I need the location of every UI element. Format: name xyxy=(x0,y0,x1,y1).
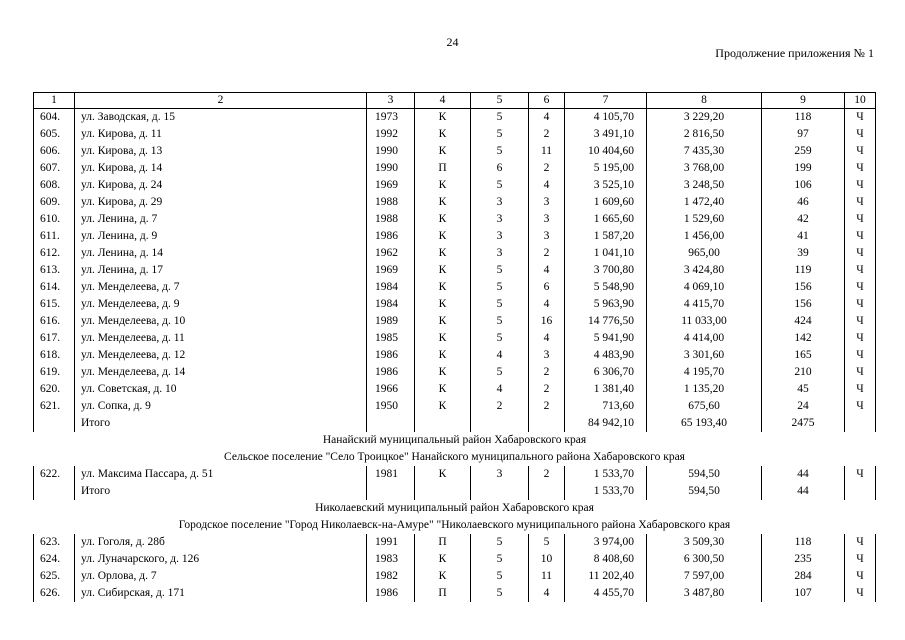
address-cell: ул. Ленина, д. 17 xyxy=(75,262,367,279)
table-row xyxy=(34,126,876,143)
floors-cell: 6 xyxy=(471,160,529,177)
living-area-cell: 4 414,00 xyxy=(647,330,762,347)
class-cell: Ч xyxy=(845,568,876,585)
living-area-cell: 7 597,00 xyxy=(647,568,762,585)
material-cell: К xyxy=(415,109,471,127)
total-area-cell: 8 408,60 xyxy=(565,551,647,568)
entrances-cell: 11 xyxy=(529,143,565,160)
floors-cell: 4 xyxy=(471,381,529,398)
living-area-cell: 7 435,30 xyxy=(647,143,762,160)
class-cell: Ч xyxy=(845,160,876,177)
row-number: 606. xyxy=(34,143,75,160)
table-row xyxy=(34,211,876,228)
floors-cell: 3 xyxy=(471,228,529,245)
class-cell: Ч xyxy=(845,126,876,143)
floors-cell: 3 xyxy=(471,245,529,262)
column-header: 8 xyxy=(647,93,762,109)
table-row xyxy=(34,279,876,296)
total-area-cell: 1 665,60 xyxy=(565,211,647,228)
total-area-cell: 1 587,20 xyxy=(565,228,647,245)
material-cell: К xyxy=(415,245,471,262)
class-cell: Ч xyxy=(845,211,876,228)
entrances-cell: 6 xyxy=(529,279,565,296)
row-number: 614. xyxy=(34,279,75,296)
residents-cell: 118 xyxy=(762,534,845,551)
living-area-cell: 3 487,80 xyxy=(647,585,762,602)
row-number: 613. xyxy=(34,262,75,279)
residents-cell: 165 xyxy=(762,347,845,364)
year-cell: 1966 xyxy=(367,381,415,398)
floors-cell: 3 xyxy=(471,194,529,211)
floors-cell: 5 xyxy=(471,585,529,602)
material-cell: К xyxy=(415,466,471,483)
table-row xyxy=(34,177,876,194)
class-cell: Ч xyxy=(845,296,876,313)
entrances-cell: 4 xyxy=(529,585,565,602)
column-header: 6 xyxy=(529,93,565,109)
address-cell: ул. Максима Пассара, д. 51 xyxy=(75,466,367,483)
empty-cell xyxy=(471,415,529,432)
residents-cell: 284 xyxy=(762,568,845,585)
year-cell: 1986 xyxy=(367,364,415,381)
entrances-cell: 3 xyxy=(529,347,565,364)
row-number: 625. xyxy=(34,568,75,585)
address-cell: ул. Менделеева, д. 7 xyxy=(75,279,367,296)
address-cell: ул. Менделеева, д. 10 xyxy=(75,313,367,330)
material-cell: К xyxy=(415,296,471,313)
year-cell: 1988 xyxy=(367,211,415,228)
entrances-cell: 2 xyxy=(529,398,565,415)
subsection-heading-row xyxy=(34,449,876,466)
class-cell: Ч xyxy=(845,347,876,364)
entrances-cell: 2 xyxy=(529,381,565,398)
table-row xyxy=(34,109,876,127)
material-cell: П xyxy=(415,585,471,602)
class-cell: Ч xyxy=(845,279,876,296)
total-area-cell: 11 202,40 xyxy=(565,568,647,585)
address-cell: ул. Орлова, д. 7 xyxy=(75,568,367,585)
year-cell: 1992 xyxy=(367,126,415,143)
residents-cell: 156 xyxy=(762,279,845,296)
row-number: 619. xyxy=(34,364,75,381)
empty-cell xyxy=(845,415,876,432)
material-cell: К xyxy=(415,568,471,585)
year-cell: 1986 xyxy=(367,585,415,602)
total-area-cell: 3 525,10 xyxy=(565,177,647,194)
entrances-cell: 4 xyxy=(529,177,565,194)
entrances-cell: 2 xyxy=(529,364,565,381)
year-cell: 1969 xyxy=(367,262,415,279)
table-row xyxy=(34,228,876,245)
living-area-cell: 6 300,50 xyxy=(647,551,762,568)
residents-cell: 45 xyxy=(762,381,845,398)
entrances-cell: 2 xyxy=(529,245,565,262)
row-number: 618. xyxy=(34,347,75,364)
floors-cell: 3 xyxy=(471,466,529,483)
material-cell: К xyxy=(415,313,471,330)
year-cell: 1985 xyxy=(367,330,415,347)
empty-cell xyxy=(367,483,415,500)
entrances-cell: 4 xyxy=(529,262,565,279)
column-header: 9 xyxy=(762,93,845,109)
address-cell: ул. Сибирская, д. 171 xyxy=(75,585,367,602)
living-area-cell: 1 472,40 xyxy=(647,194,762,211)
year-cell: 1984 xyxy=(367,279,415,296)
empty-cell xyxy=(415,483,471,500)
table-row xyxy=(34,245,876,262)
residents-cell: 24 xyxy=(762,398,845,415)
living-area-cell: 4 069,10 xyxy=(647,279,762,296)
entrances-cell: 4 xyxy=(529,330,565,347)
year-cell: 1990 xyxy=(367,143,415,160)
empty-cell xyxy=(845,483,876,500)
year-cell: 1991 xyxy=(367,534,415,551)
living-area-cell: 65 193,40 xyxy=(647,415,762,432)
header-row xyxy=(34,93,876,109)
table-row xyxy=(34,330,876,347)
living-area-cell: 1 456,00 xyxy=(647,228,762,245)
year-cell: 1982 xyxy=(367,568,415,585)
living-area-cell: 675,60 xyxy=(647,398,762,415)
material-cell: К xyxy=(415,364,471,381)
table-row xyxy=(34,194,876,211)
row-number: 609. xyxy=(34,194,75,211)
total-area-cell: 4 483,90 xyxy=(565,347,647,364)
table-row xyxy=(34,585,876,602)
material-cell: П xyxy=(415,160,471,177)
table-row xyxy=(34,534,876,551)
section-heading-row xyxy=(34,500,876,517)
empty-cell xyxy=(34,415,75,432)
row-number: 611. xyxy=(34,228,75,245)
column-header: 5 xyxy=(471,93,529,109)
total-area-cell: 10 404,60 xyxy=(565,143,647,160)
column-header: 3 xyxy=(367,93,415,109)
residents-cell: 97 xyxy=(762,126,845,143)
address-cell: ул. Ленина, д. 14 xyxy=(75,245,367,262)
total-row xyxy=(34,415,876,432)
residents-cell: 106 xyxy=(762,177,845,194)
material-cell: К xyxy=(415,228,471,245)
row-number: 610. xyxy=(34,211,75,228)
living-area-cell: 2 816,50 xyxy=(647,126,762,143)
row-number: 624. xyxy=(34,551,75,568)
address-cell: ул. Кирова, д. 24 xyxy=(75,177,367,194)
material-cell: К xyxy=(415,211,471,228)
year-cell: 1950 xyxy=(367,398,415,415)
table-row xyxy=(34,160,876,177)
year-cell: 1990 xyxy=(367,160,415,177)
floors-cell: 5 xyxy=(471,551,529,568)
class-cell: Ч xyxy=(845,381,876,398)
row-number: 621. xyxy=(34,398,75,415)
table-row xyxy=(34,466,876,483)
living-area-cell: 4 415,70 xyxy=(647,296,762,313)
year-cell: 1983 xyxy=(367,551,415,568)
total-area-cell: 5 941,90 xyxy=(565,330,647,347)
class-cell: Ч xyxy=(845,330,876,347)
total-area-cell: 1 533,70 xyxy=(565,466,647,483)
registry-table xyxy=(33,92,876,602)
address-cell: ул. Заводская, д. 15 xyxy=(75,109,367,127)
residents-cell: 2475 xyxy=(762,415,845,432)
empty-cell xyxy=(529,483,565,500)
row-number: 608. xyxy=(34,177,75,194)
entrances-cell: 2 xyxy=(529,466,565,483)
entrances-cell: 4 xyxy=(529,109,565,127)
entrances-cell: 3 xyxy=(529,194,565,211)
year-cell: 1981 xyxy=(367,466,415,483)
row-number: 620. xyxy=(34,381,75,398)
column-header: 1 xyxy=(34,93,75,109)
living-area-cell: 3 248,50 xyxy=(647,177,762,194)
living-area-cell: 594,50 xyxy=(647,466,762,483)
total-row xyxy=(34,483,876,500)
table-row xyxy=(34,381,876,398)
table-row xyxy=(34,296,876,313)
class-cell: Ч xyxy=(845,313,876,330)
residents-cell: 44 xyxy=(762,466,845,483)
living-area-cell: 3 229,20 xyxy=(647,109,762,127)
column-header: 4 xyxy=(415,93,471,109)
entrances-cell: 5 xyxy=(529,534,565,551)
total-area-cell: 4 105,70 xyxy=(565,109,647,127)
total-area-cell: 3 974,00 xyxy=(565,534,647,551)
floors-cell: 5 xyxy=(471,262,529,279)
floors-cell: 3 xyxy=(471,211,529,228)
subsection-heading-row xyxy=(34,517,876,534)
class-cell: Ч xyxy=(845,177,876,194)
column-header: 7 xyxy=(565,93,647,109)
class-cell: Ч xyxy=(845,109,876,127)
entrances-cell: 16 xyxy=(529,313,565,330)
address-cell: ул. Кирова, д. 29 xyxy=(75,194,367,211)
class-cell: Ч xyxy=(845,143,876,160)
entrances-cell: 10 xyxy=(529,551,565,568)
material-cell: К xyxy=(415,347,471,364)
entrances-cell: 4 xyxy=(529,296,565,313)
address-cell: ул. Ленина, д. 9 xyxy=(75,228,367,245)
class-cell: Ч xyxy=(845,228,876,245)
residents-cell: 41 xyxy=(762,228,845,245)
floors-cell: 5 xyxy=(471,313,529,330)
residents-cell: 235 xyxy=(762,551,845,568)
entrances-cell: 3 xyxy=(529,211,565,228)
table-row xyxy=(34,398,876,415)
residents-cell: 44 xyxy=(762,483,845,500)
empty-cell xyxy=(34,483,75,500)
residents-cell: 119 xyxy=(762,262,845,279)
row-number: 623. xyxy=(34,534,75,551)
material-cell: К xyxy=(415,551,471,568)
class-cell: Ч xyxy=(845,398,876,415)
address-cell: ул. Менделеева, д. 12 xyxy=(75,347,367,364)
total-area-cell: 713,60 xyxy=(565,398,647,415)
table-row xyxy=(34,364,876,381)
subsection-heading: Городское поселение "Город Николаевск-на-Амуре" "Николаевского муниципального района Хабаровского края xyxy=(178,519,731,531)
total-area-cell: 5 963,90 xyxy=(565,296,647,313)
table-row xyxy=(34,313,876,330)
floors-cell: 5 xyxy=(471,109,529,127)
living-area-cell: 3 509,30 xyxy=(647,534,762,551)
address-cell: ул. Кирова, д. 11 xyxy=(75,126,367,143)
class-cell: Ч xyxy=(845,262,876,279)
row-number: 617. xyxy=(34,330,75,347)
table-row xyxy=(34,262,876,279)
total-area-cell: 14 776,50 xyxy=(565,313,647,330)
class-cell: Ч xyxy=(845,245,876,262)
material-cell: П xyxy=(415,534,471,551)
material-cell: К xyxy=(415,126,471,143)
address-cell: ул. Менделеева, д. 14 xyxy=(75,364,367,381)
address-cell: ул. Ленина, д. 7 xyxy=(75,211,367,228)
entrances-cell: 2 xyxy=(529,160,565,177)
entrances-cell: 2 xyxy=(529,126,565,143)
table-row xyxy=(34,143,876,160)
residents-cell: 424 xyxy=(762,313,845,330)
class-cell: Ч xyxy=(845,585,876,602)
entrances-cell: 3 xyxy=(529,228,565,245)
floors-cell: 5 xyxy=(471,364,529,381)
total-area-cell: 1 609,60 xyxy=(565,194,647,211)
year-cell: 1984 xyxy=(367,296,415,313)
total-area-cell: 1 041,10 xyxy=(565,245,647,262)
living-area-cell: 11 033,00 xyxy=(647,313,762,330)
empty-cell xyxy=(471,483,529,500)
floors-cell: 5 xyxy=(471,330,529,347)
floors-cell: 4 xyxy=(471,347,529,364)
material-cell: К xyxy=(415,262,471,279)
living-area-cell: 1 529,60 xyxy=(647,211,762,228)
table-row xyxy=(34,568,876,585)
row-number: 626. xyxy=(34,585,75,602)
address-cell: ул. Кирова, д. 13 xyxy=(75,143,367,160)
floors-cell: 5 xyxy=(471,143,529,160)
subsection-heading: Сельское поселение "Село Троицкое" Нанайского муниципального района Хабаровского края xyxy=(224,451,685,463)
total-area-cell: 5 195,00 xyxy=(565,160,647,177)
row-number: 607. xyxy=(34,160,75,177)
table-body xyxy=(34,109,876,603)
row-number: 604. xyxy=(34,109,75,127)
address-cell: ул. Менделеева, д. 11 xyxy=(75,330,367,347)
floors-cell: 5 xyxy=(471,568,529,585)
living-area-cell: 594,50 xyxy=(647,483,762,500)
residents-cell: 142 xyxy=(762,330,845,347)
material-cell: К xyxy=(415,177,471,194)
residents-cell: 107 xyxy=(762,585,845,602)
class-cell: Ч xyxy=(845,364,876,381)
year-cell: 1973 xyxy=(367,109,415,127)
total-area-cell: 3 491,10 xyxy=(565,126,647,143)
class-cell: Ч xyxy=(845,534,876,551)
total-area-cell: 5 548,90 xyxy=(565,279,647,296)
total-area-cell: 4 455,70 xyxy=(565,585,647,602)
address-cell: ул. Гоголя, д. 28б xyxy=(75,534,367,551)
residents-cell: 42 xyxy=(762,211,845,228)
table-row xyxy=(34,551,876,568)
row-number: 605. xyxy=(34,126,75,143)
year-cell: 1986 xyxy=(367,347,415,364)
residents-cell: 118 xyxy=(762,109,845,127)
row-number: 615. xyxy=(34,296,75,313)
floors-cell: 2 xyxy=(471,398,529,415)
residents-cell: 39 xyxy=(762,245,845,262)
living-area-cell: 3 768,00 xyxy=(647,160,762,177)
column-header: 10 xyxy=(845,93,876,109)
section-heading: Николаевский муниципальный район Хабаровского края xyxy=(315,502,594,514)
class-cell: Ч xyxy=(845,194,876,211)
year-cell: 1969 xyxy=(367,177,415,194)
row-number: 616. xyxy=(34,313,75,330)
empty-cell xyxy=(367,415,415,432)
total-area-cell: 3 700,80 xyxy=(565,262,647,279)
floors-cell: 5 xyxy=(471,279,529,296)
row-number: 622. xyxy=(34,466,75,483)
empty-cell xyxy=(415,415,471,432)
floors-cell: 5 xyxy=(471,177,529,194)
material-cell: К xyxy=(415,143,471,160)
row-number: 612. xyxy=(34,245,75,262)
material-cell: К xyxy=(415,398,471,415)
living-area-cell: 1 135,20 xyxy=(647,381,762,398)
total-label: Итого xyxy=(75,483,367,500)
column-header: 2 xyxy=(75,93,367,109)
living-area-cell: 3 301,60 xyxy=(647,347,762,364)
total-area-cell: 1 381,40 xyxy=(565,381,647,398)
residents-cell: 156 xyxy=(762,296,845,313)
floors-cell: 5 xyxy=(471,534,529,551)
section-heading: Нанайский муниципальный район Хабаровского края xyxy=(322,434,587,446)
empty-cell xyxy=(529,415,565,432)
appendix-note: Продолжение приложения № 1 xyxy=(715,46,874,60)
total-label: Итого xyxy=(75,415,367,432)
floors-cell: 5 xyxy=(471,126,529,143)
class-cell: Ч xyxy=(845,466,876,483)
page-number: 24 xyxy=(446,35,459,49)
total-area-cell: 6 306,70 xyxy=(565,364,647,381)
class-cell: Ч xyxy=(845,551,876,568)
section-heading-row xyxy=(34,432,876,449)
residents-cell: 259 xyxy=(762,143,845,160)
material-cell: К xyxy=(415,381,471,398)
address-cell: ул. Менделеева, д. 9 xyxy=(75,296,367,313)
address-cell: ул. Сопка, д. 9 xyxy=(75,398,367,415)
address-cell: ул. Кирова, д. 14 xyxy=(75,160,367,177)
material-cell: К xyxy=(415,194,471,211)
total-area-cell: 84 942,10 xyxy=(565,415,647,432)
address-cell: ул. Луначарского, д. 126 xyxy=(75,551,367,568)
address-cell: ул. Советская, д. 10 xyxy=(75,381,367,398)
year-cell: 1989 xyxy=(367,313,415,330)
floors-cell: 5 xyxy=(471,296,529,313)
living-area-cell: 4 195,70 xyxy=(647,364,762,381)
year-cell: 1988 xyxy=(367,194,415,211)
residents-cell: 210 xyxy=(762,364,845,381)
entrances-cell: 11 xyxy=(529,568,565,585)
table-row xyxy=(34,347,876,364)
living-area-cell: 965,00 xyxy=(647,245,762,262)
year-cell: 1986 xyxy=(367,228,415,245)
residents-cell: 46 xyxy=(762,194,845,211)
residents-cell: 199 xyxy=(762,160,845,177)
total-area-cell: 1 533,70 xyxy=(565,483,647,500)
living-area-cell: 3 424,80 xyxy=(647,262,762,279)
material-cell: К xyxy=(415,330,471,347)
material-cell: К xyxy=(415,279,471,296)
year-cell: 1962 xyxy=(367,245,415,262)
